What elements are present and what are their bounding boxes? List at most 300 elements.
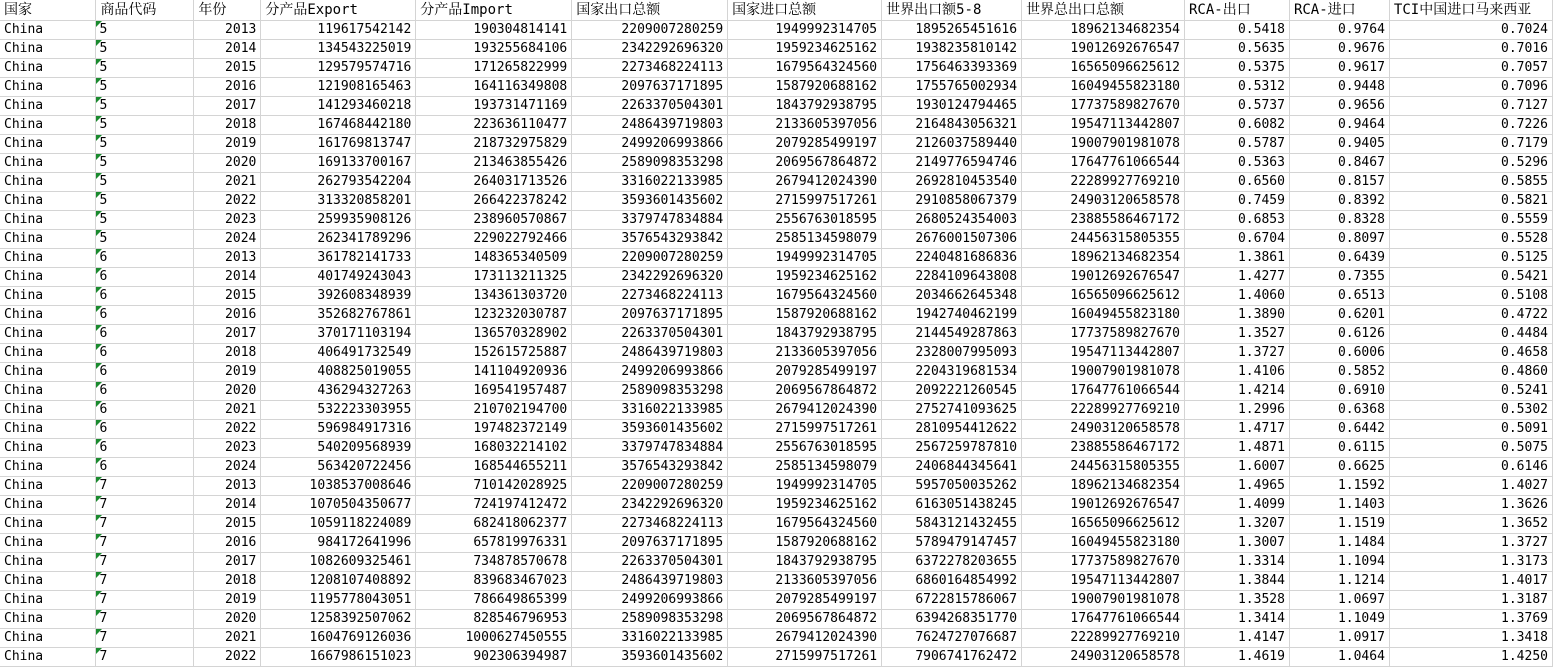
cell-product-import[interactable]: 1000627450555 — [416, 629, 572, 648]
cell-product-import[interactable]: 148365340509 — [416, 249, 572, 268]
cell-rca-export[interactable]: 0.6853 — [1185, 211, 1290, 230]
cell-rca-export[interactable]: 1.4214 — [1185, 382, 1290, 401]
cell-product-code[interactable]: 7 — [96, 534, 194, 553]
cell-country-export-total[interactable]: 2209007280259 — [572, 477, 728, 496]
cell-world-total-export[interactable]: 16049455823180 — [1022, 78, 1185, 97]
cell-country-export-total[interactable]: 3576543293842 — [572, 458, 728, 477]
cell-country[interactable]: China — [0, 249, 96, 268]
cell-product-import[interactable]: 710142028925 — [416, 477, 572, 496]
cell-country[interactable]: China — [0, 135, 96, 154]
cell-year[interactable]: 2020 — [194, 610, 261, 629]
cell-tci-china-import-malaysia[interactable]: 0.5421 — [1389, 268, 1552, 287]
cell-rca-export[interactable]: 1.4106 — [1185, 363, 1290, 382]
cell-world-export-5-8[interactable]: 1756463393369 — [882, 59, 1022, 78]
cell-rca-export[interactable]: 0.5418 — [1185, 21, 1290, 40]
cell-year[interactable]: 2021 — [194, 173, 261, 192]
cell-product-import[interactable]: 213463855426 — [416, 154, 572, 173]
cell-world-total-export[interactable]: 17647761066544 — [1022, 154, 1185, 173]
cell-product-export[interactable]: 401749243043 — [261, 268, 416, 287]
cell-product-code[interactable]: 6 — [96, 458, 194, 477]
cell-world-export-5-8[interactable]: 2328007995093 — [882, 344, 1022, 363]
cell-rca-import[interactable]: 0.6126 — [1289, 325, 1389, 344]
cell-product-code[interactable]: 5 — [96, 135, 194, 154]
cell-tci-china-import-malaysia[interactable]: 0.5855 — [1389, 173, 1552, 192]
cell-product-code[interactable]: 5 — [96, 21, 194, 40]
cell-year[interactable]: 2019 — [194, 363, 261, 382]
cell-country-import-total[interactable]: 1949992314705 — [728, 21, 882, 40]
cell-country-export-total[interactable]: 2097637171895 — [572, 306, 728, 325]
cell-product-import[interactable]: 152615725887 — [416, 344, 572, 363]
cell-year[interactable]: 2016 — [194, 306, 261, 325]
cell-country[interactable]: China — [0, 420, 96, 439]
cell-world-export-5-8[interactable]: 2034662645348 — [882, 287, 1022, 306]
cell-country[interactable]: China — [0, 382, 96, 401]
cell-year[interactable]: 2015 — [194, 515, 261, 534]
cell-tci-china-import-malaysia[interactable]: 1.3187 — [1389, 591, 1552, 610]
cell-product-export[interactable]: 596984917316 — [261, 420, 416, 439]
cell-rca-import[interactable]: 0.9676 — [1289, 40, 1389, 59]
cell-world-total-export[interactable]: 24456315805355 — [1022, 458, 1185, 477]
cell-rca-import[interactable]: 0.9656 — [1289, 97, 1389, 116]
cell-product-code[interactable]: 5 — [96, 40, 194, 59]
cell-world-export-5-8[interactable]: 2406844345641 — [882, 458, 1022, 477]
cell-country[interactable]: China — [0, 648, 96, 667]
cell-product-code[interactable]: 5 — [96, 78, 194, 97]
cell-tci-china-import-malaysia[interactable]: 0.7127 — [1389, 97, 1552, 116]
cell-year[interactable]: 2016 — [194, 534, 261, 553]
cell-country-export-total[interactable]: 2499206993866 — [572, 363, 728, 382]
cell-product-code[interactable]: 7 — [96, 610, 194, 629]
cell-country[interactable]: China — [0, 572, 96, 591]
cell-country-import-total[interactable]: 2715997517261 — [728, 192, 882, 211]
cell-product-export[interactable]: 259935908126 — [261, 211, 416, 230]
cell-tci-china-import-malaysia[interactable]: 1.4250 — [1389, 648, 1552, 667]
cell-world-export-5-8[interactable]: 6722815786067 — [882, 591, 1022, 610]
cell-product-export[interactable]: 1667986151023 — [261, 648, 416, 667]
cell-country-export-total[interactable]: 2499206993866 — [572, 591, 728, 610]
cell-rca-import[interactable]: 0.6368 — [1289, 401, 1389, 420]
cell-country-export-total[interactable]: 2209007280259 — [572, 249, 728, 268]
cell-rca-export[interactable]: 1.3861 — [1185, 249, 1290, 268]
cell-tci-china-import-malaysia[interactable]: 0.5296 — [1389, 154, 1552, 173]
cell-product-import[interactable]: 193255684106 — [416, 40, 572, 59]
cell-country-export-total[interactable]: 2589098353298 — [572, 610, 728, 629]
cell-product-code[interactable]: 5 — [96, 173, 194, 192]
cell-year[interactable]: 2020 — [194, 154, 261, 173]
cell-year[interactable]: 2017 — [194, 97, 261, 116]
cell-rca-import[interactable]: 0.6513 — [1289, 287, 1389, 306]
cell-product-export[interactable]: 129579574716 — [261, 59, 416, 78]
cell-product-export[interactable]: 563420722456 — [261, 458, 416, 477]
cell-rca-import[interactable]: 0.5852 — [1289, 363, 1389, 382]
cell-rca-export[interactable]: 0.5363 — [1185, 154, 1290, 173]
cell-rca-import[interactable]: 1.0697 — [1289, 591, 1389, 610]
cell-product-export[interactable]: 313320858201 — [261, 192, 416, 211]
cell-rca-export[interactable]: 1.4147 — [1185, 629, 1290, 648]
cell-product-import[interactable]: 197482372149 — [416, 420, 572, 439]
cell-tci-china-import-malaysia[interactable]: 1.3727 — [1389, 534, 1552, 553]
cell-rca-export[interactable]: 1.3414 — [1185, 610, 1290, 629]
cell-country-import-total[interactable]: 2079285499197 — [728, 363, 882, 382]
cell-country[interactable]: China — [0, 230, 96, 249]
cell-country-import-total[interactable]: 2069567864872 — [728, 382, 882, 401]
cell-year[interactable]: 2021 — [194, 401, 261, 420]
cell-tci-china-import-malaysia[interactable]: 0.5075 — [1389, 439, 1552, 458]
cell-rca-export[interactable]: 1.3844 — [1185, 572, 1290, 591]
cell-rca-export[interactable]: 1.4965 — [1185, 477, 1290, 496]
cell-country[interactable]: China — [0, 553, 96, 572]
cell-rca-export[interactable]: 1.3890 — [1185, 306, 1290, 325]
cell-year[interactable]: 2014 — [194, 268, 261, 287]
cell-rca-import[interactable]: 0.6910 — [1289, 382, 1389, 401]
cell-product-import[interactable]: 828546796953 — [416, 610, 572, 629]
cell-country[interactable]: China — [0, 401, 96, 420]
cell-rca-import[interactable]: 0.6442 — [1289, 420, 1389, 439]
cell-product-export[interactable]: 262341789296 — [261, 230, 416, 249]
cell-country-import-total[interactable]: 2679412024390 — [728, 173, 882, 192]
cell-country-import-total[interactable]: 1843792938795 — [728, 97, 882, 116]
cell-product-code[interactable]: 6 — [96, 306, 194, 325]
cell-product-code[interactable]: 5 — [96, 116, 194, 135]
cell-world-export-5-8[interactable]: 1895265451616 — [882, 21, 1022, 40]
cell-world-export-5-8[interactable]: 1930124794465 — [882, 97, 1022, 116]
cell-tci-china-import-malaysia[interactable]: 0.7024 — [1389, 21, 1552, 40]
cell-product-export[interactable]: 1038537008646 — [261, 477, 416, 496]
column-header-world-total-export[interactable]: 世界总出口总额 — [1022, 0, 1185, 21]
cell-country[interactable]: China — [0, 40, 96, 59]
cell-product-import[interactable]: 786649865399 — [416, 591, 572, 610]
cell-tci-china-import-malaysia[interactable]: 0.4658 — [1389, 344, 1552, 363]
cell-product-code[interactable]: 5 — [96, 154, 194, 173]
cell-product-import[interactable]: 238960570867 — [416, 211, 572, 230]
cell-rca-export[interactable]: 1.4099 — [1185, 496, 1290, 515]
cell-product-export[interactable]: 370171103194 — [261, 325, 416, 344]
cell-world-total-export[interactable]: 17737589827670 — [1022, 553, 1185, 572]
cell-rca-import[interactable]: 1.1484 — [1289, 534, 1389, 553]
cell-product-import[interactable]: 210702194700 — [416, 401, 572, 420]
cell-rca-export[interactable]: 1.2996 — [1185, 401, 1290, 420]
cell-country[interactable]: China — [0, 287, 96, 306]
cell-world-export-5-8[interactable]: 5843121432455 — [882, 515, 1022, 534]
cell-world-export-5-8[interactable]: 2284109643808 — [882, 268, 1022, 287]
cell-country-export-total[interactable]: 2486439719803 — [572, 572, 728, 591]
cell-country[interactable]: China — [0, 116, 96, 135]
cell-rca-import[interactable]: 1.1094 — [1289, 553, 1389, 572]
cell-product-import[interactable]: 682418062377 — [416, 515, 572, 534]
cell-country[interactable]: China — [0, 78, 96, 97]
cell-product-import[interactable]: 218732975829 — [416, 135, 572, 154]
cell-world-export-5-8[interactable]: 2810954412622 — [882, 420, 1022, 439]
cell-country-import-total[interactable]: 2585134598079 — [728, 458, 882, 477]
cell-product-code[interactable]: 7 — [96, 515, 194, 534]
cell-country[interactable]: China — [0, 458, 96, 477]
cell-world-export-5-8[interactable]: 2692810453540 — [882, 173, 1022, 192]
cell-product-import[interactable]: 168032214102 — [416, 439, 572, 458]
cell-rca-export[interactable]: 0.6704 — [1185, 230, 1290, 249]
cell-product-export[interactable]: 392608348939 — [261, 287, 416, 306]
cell-country-export-total[interactable]: 3316022133985 — [572, 401, 728, 420]
column-header-product-code[interactable]: 商品代码 — [96, 0, 194, 21]
cell-country[interactable]: China — [0, 610, 96, 629]
cell-world-export-5-8[interactable]: 6860164854992 — [882, 572, 1022, 591]
cell-year[interactable]: 2017 — [194, 553, 261, 572]
cell-country-export-total[interactable]: 3316022133985 — [572, 629, 728, 648]
cell-product-export[interactable]: 1208107408892 — [261, 572, 416, 591]
cell-rca-import[interactable]: 0.8097 — [1289, 230, 1389, 249]
cell-world-total-export[interactable]: 22289927769210 — [1022, 629, 1185, 648]
cell-product-export[interactable]: 436294327263 — [261, 382, 416, 401]
cell-country[interactable]: China — [0, 268, 96, 287]
cell-tci-china-import-malaysia[interactable]: 0.7096 — [1389, 78, 1552, 97]
cell-rca-export[interactable]: 0.5737 — [1185, 97, 1290, 116]
cell-country[interactable]: China — [0, 344, 96, 363]
cell-world-export-5-8[interactable]: 2149776594746 — [882, 154, 1022, 173]
cell-world-export-5-8[interactable]: 7624727076687 — [882, 629, 1022, 648]
cell-country-export-total[interactable]: 3379747834884 — [572, 211, 728, 230]
cell-rca-export[interactable]: 1.4871 — [1185, 439, 1290, 458]
cell-country-import-total[interactable]: 2079285499197 — [728, 135, 882, 154]
cell-rca-export[interactable]: 1.4717 — [1185, 420, 1290, 439]
cell-product-export[interactable]: 119617542142 — [261, 21, 416, 40]
cell-country-export-total[interactable]: 3316022133985 — [572, 173, 728, 192]
cell-tci-china-import-malaysia[interactable]: 0.5559 — [1389, 211, 1552, 230]
cell-product-export[interactable]: 121908165463 — [261, 78, 416, 97]
cell-country-export-total[interactable]: 2097637171895 — [572, 78, 728, 97]
cell-world-total-export[interactable]: 17647761066544 — [1022, 382, 1185, 401]
cell-product-export[interactable]: 1082609325461 — [261, 553, 416, 572]
cell-country-export-total[interactable]: 2486439719803 — [572, 344, 728, 363]
cell-tci-china-import-malaysia[interactable]: 0.4722 — [1389, 306, 1552, 325]
cell-world-total-export[interactable]: 17737589827670 — [1022, 97, 1185, 116]
cell-product-import[interactable]: 657819976331 — [416, 534, 572, 553]
cell-tci-china-import-malaysia[interactable]: 0.7057 — [1389, 59, 1552, 78]
cell-country-import-total[interactable]: 2715997517261 — [728, 420, 882, 439]
cell-year[interactable]: 2016 — [194, 78, 261, 97]
cell-product-code[interactable]: 6 — [96, 363, 194, 382]
cell-product-code[interactable]: 5 — [96, 192, 194, 211]
cell-product-code[interactable]: 7 — [96, 553, 194, 572]
cell-country[interactable]: China — [0, 306, 96, 325]
cell-product-export[interactable]: 1604769126036 — [261, 629, 416, 648]
cell-rca-export[interactable]: 1.3727 — [1185, 344, 1290, 363]
cell-tci-china-import-malaysia[interactable]: 0.5302 — [1389, 401, 1552, 420]
cell-product-export[interactable]: 262793542204 — [261, 173, 416, 192]
cell-world-export-5-8[interactable]: 2164843056321 — [882, 116, 1022, 135]
cell-country[interactable]: China — [0, 591, 96, 610]
cell-world-total-export[interactable]: 19012692676547 — [1022, 40, 1185, 59]
cell-country-import-total[interactable]: 2069567864872 — [728, 610, 882, 629]
cell-product-import[interactable]: 168544655211 — [416, 458, 572, 477]
cell-country-export-total[interactable]: 3593601435602 — [572, 420, 728, 439]
cell-country-export-total[interactable]: 2342292696320 — [572, 40, 728, 59]
cell-year[interactable]: 2017 — [194, 325, 261, 344]
cell-world-total-export[interactable]: 16565096625612 — [1022, 287, 1185, 306]
cell-rca-import[interactable]: 0.6115 — [1289, 439, 1389, 458]
cell-product-code[interactable]: 5 — [96, 97, 194, 116]
column-header-country[interactable]: 国家 — [0, 0, 96, 21]
cell-world-total-export[interactable]: 17737589827670 — [1022, 325, 1185, 344]
cell-rca-import[interactable]: 0.8157 — [1289, 173, 1389, 192]
cell-country-import-total[interactable]: 2715997517261 — [728, 648, 882, 667]
cell-country-export-total[interactable]: 2263370504301 — [572, 325, 728, 344]
cell-product-code[interactable]: 7 — [96, 648, 194, 667]
cell-country-export-total[interactable]: 2097637171895 — [572, 534, 728, 553]
cell-product-export[interactable]: 169133700167 — [261, 154, 416, 173]
column-header-year[interactable]: 年份 — [194, 0, 261, 21]
cell-world-total-export[interactable]: 19547113442807 — [1022, 572, 1185, 591]
cell-product-export[interactable]: 1258392507062 — [261, 610, 416, 629]
cell-world-export-5-8[interactable]: 6372278203655 — [882, 553, 1022, 572]
cell-year[interactable]: 2018 — [194, 344, 261, 363]
column-header-rca-export[interactable]: RCA-出口 — [1185, 0, 1290, 21]
cell-country-export-total[interactable]: 2273468224113 — [572, 287, 728, 306]
cell-rca-export[interactable]: 0.6082 — [1185, 116, 1290, 135]
cell-rca-import[interactable]: 1.1214 — [1289, 572, 1389, 591]
cell-tci-china-import-malaysia[interactable]: 0.5108 — [1389, 287, 1552, 306]
cell-year[interactable]: 2021 — [194, 629, 261, 648]
cell-rca-import[interactable]: 0.9764 — [1289, 21, 1389, 40]
column-header-country-export-total[interactable]: 国家出口总额 — [572, 0, 728, 21]
cell-world-total-export[interactable]: 18962134682354 — [1022, 21, 1185, 40]
cell-country[interactable]: China — [0, 59, 96, 78]
cell-rca-export[interactable]: 0.5787 — [1185, 135, 1290, 154]
cell-product-export[interactable]: 167468442180 — [261, 116, 416, 135]
cell-world-export-5-8[interactable]: 2144549287863 — [882, 325, 1022, 344]
cell-world-export-5-8[interactable]: 2240481686836 — [882, 249, 1022, 268]
cell-country[interactable]: China — [0, 192, 96, 211]
cell-country[interactable]: China — [0, 534, 96, 553]
cell-country-import-total[interactable]: 2133605397056 — [728, 572, 882, 591]
cell-product-export[interactable]: 408825019055 — [261, 363, 416, 382]
cell-tci-china-import-malaysia[interactable]: 0.5821 — [1389, 192, 1552, 211]
cell-rca-import[interactable]: 1.0464 — [1289, 648, 1389, 667]
cell-product-export[interactable]: 1059118224089 — [261, 515, 416, 534]
cell-world-total-export[interactable]: 23885586467172 — [1022, 211, 1185, 230]
cell-product-code[interactable]: 6 — [96, 382, 194, 401]
cell-country-import-total[interactable]: 2133605397056 — [728, 344, 882, 363]
cell-product-code[interactable]: 7 — [96, 591, 194, 610]
cell-year[interactable]: 2023 — [194, 211, 261, 230]
cell-tci-china-import-malaysia[interactable]: 1.3418 — [1389, 629, 1552, 648]
cell-country-import-total[interactable]: 1587920688162 — [728, 78, 882, 97]
cell-product-import[interactable]: 193731471169 — [416, 97, 572, 116]
cell-year[interactable]: 2019 — [194, 135, 261, 154]
cell-world-total-export[interactable]: 19012692676547 — [1022, 496, 1185, 515]
cell-tci-china-import-malaysia[interactable]: 0.5125 — [1389, 249, 1552, 268]
cell-world-total-export[interactable]: 23885586467172 — [1022, 439, 1185, 458]
cell-rca-import[interactable]: 0.6439 — [1289, 249, 1389, 268]
cell-country-export-total[interactable]: 2273468224113 — [572, 515, 728, 534]
cell-product-export[interactable]: 352682767861 — [261, 306, 416, 325]
cell-year[interactable]: 2018 — [194, 572, 261, 591]
cell-rca-export[interactable]: 0.5312 — [1185, 78, 1290, 97]
cell-country[interactable]: China — [0, 325, 96, 344]
cell-product-import[interactable]: 724197412472 — [416, 496, 572, 515]
cell-world-export-5-8[interactable]: 1755765002934 — [882, 78, 1022, 97]
cell-product-code[interactable]: 6 — [96, 287, 194, 306]
cell-country[interactable]: China — [0, 439, 96, 458]
column-header-world-export-5-8[interactable]: 世界出口额5-8 — [882, 0, 1022, 21]
cell-product-import[interactable]: 164116349808 — [416, 78, 572, 97]
cell-rca-export[interactable]: 0.6560 — [1185, 173, 1290, 192]
cell-product-import[interactable]: 223636110477 — [416, 116, 572, 135]
cell-world-total-export[interactable]: 19007901981078 — [1022, 591, 1185, 610]
cell-country-import-total[interactable]: 2556763018595 — [728, 439, 882, 458]
cell-product-code[interactable]: 7 — [96, 629, 194, 648]
cell-world-total-export[interactable]: 19007901981078 — [1022, 135, 1185, 154]
column-header-rca-import[interactable]: RCA-进口 — [1289, 0, 1389, 21]
cell-country-export-total[interactable]: 2342292696320 — [572, 496, 728, 515]
cell-world-export-5-8[interactable]: 2680524354003 — [882, 211, 1022, 230]
column-header-country-import-total[interactable]: 国家进口总额 — [728, 0, 882, 21]
cell-country-import-total[interactable]: 1679564324560 — [728, 287, 882, 306]
cell-year[interactable]: 2014 — [194, 40, 261, 59]
cell-tci-china-import-malaysia[interactable]: 0.5528 — [1389, 230, 1552, 249]
cell-year[interactable]: 2013 — [194, 477, 261, 496]
cell-product-import[interactable]: 264031713526 — [416, 173, 572, 192]
cell-tci-china-import-malaysia[interactable]: 0.5241 — [1389, 382, 1552, 401]
cell-rca-export[interactable]: 1.3207 — [1185, 515, 1290, 534]
cell-country-import-total[interactable]: 2069567864872 — [728, 154, 882, 173]
cell-product-import[interactable]: 229022792466 — [416, 230, 572, 249]
cell-rca-import[interactable]: 0.8392 — [1289, 192, 1389, 211]
cell-country-export-total[interactable]: 2342292696320 — [572, 268, 728, 287]
cell-rca-export[interactable]: 1.3527 — [1185, 325, 1290, 344]
cell-country-import-total[interactable]: 2585134598079 — [728, 230, 882, 249]
cell-product-code[interactable]: 5 — [96, 59, 194, 78]
cell-country-import-total[interactable]: 1959234625162 — [728, 496, 882, 515]
cell-world-total-export[interactable]: 22289927769210 — [1022, 401, 1185, 420]
cell-world-total-export[interactable]: 19547113442807 — [1022, 116, 1185, 135]
cell-world-total-export[interactable]: 19012692676547 — [1022, 268, 1185, 287]
cell-tci-china-import-malaysia[interactable]: 1.4017 — [1389, 572, 1552, 591]
cell-rca-export[interactable]: 1.4277 — [1185, 268, 1290, 287]
cell-rca-export[interactable]: 1.4060 — [1185, 287, 1290, 306]
cell-rca-import[interactable]: 0.6006 — [1289, 344, 1389, 363]
cell-year[interactable]: 2013 — [194, 21, 261, 40]
cell-product-import[interactable]: 123232030787 — [416, 306, 572, 325]
cell-country-import-total[interactable]: 2133605397056 — [728, 116, 882, 135]
cell-product-import[interactable]: 141104920936 — [416, 363, 572, 382]
cell-product-export[interactable]: 141293460218 — [261, 97, 416, 116]
cell-year[interactable]: 2023 — [194, 439, 261, 458]
cell-rca-export[interactable]: 1.3528 — [1185, 591, 1290, 610]
cell-tci-china-import-malaysia[interactable]: 0.4484 — [1389, 325, 1552, 344]
cell-tci-china-import-malaysia[interactable]: 0.7179 — [1389, 135, 1552, 154]
cell-country-export-total[interactable]: 2209007280259 — [572, 21, 728, 40]
cell-year[interactable]: 2015 — [194, 287, 261, 306]
cell-world-export-5-8[interactable]: 1942740462199 — [882, 306, 1022, 325]
cell-product-export[interactable]: 406491732549 — [261, 344, 416, 363]
cell-rca-import[interactable]: 0.6201 — [1289, 306, 1389, 325]
cell-product-import[interactable]: 734878570678 — [416, 553, 572, 572]
cell-product-import[interactable]: 190304814141 — [416, 21, 572, 40]
cell-year[interactable]: 2022 — [194, 192, 261, 211]
cell-rca-import[interactable]: 0.6625 — [1289, 458, 1389, 477]
cell-year[interactable]: 2018 — [194, 116, 261, 135]
cell-rca-import[interactable]: 0.8328 — [1289, 211, 1389, 230]
cell-country-import-total[interactable]: 1679564324560 — [728, 515, 882, 534]
cell-year[interactable]: 2024 — [194, 458, 261, 477]
cell-world-export-5-8[interactable]: 5957050035262 — [882, 477, 1022, 496]
cell-product-code[interactable]: 6 — [96, 401, 194, 420]
cell-rca-import[interactable]: 1.1049 — [1289, 610, 1389, 629]
cell-product-code[interactable]: 5 — [96, 230, 194, 249]
cell-country-export-total[interactable]: 2486439719803 — [572, 116, 728, 135]
cell-year[interactable]: 2022 — [194, 648, 261, 667]
column-header-tci-china-import-malaysia[interactable]: TCI中国进口马来西亚 — [1389, 0, 1552, 21]
cell-rca-import[interactable]: 0.9448 — [1289, 78, 1389, 97]
